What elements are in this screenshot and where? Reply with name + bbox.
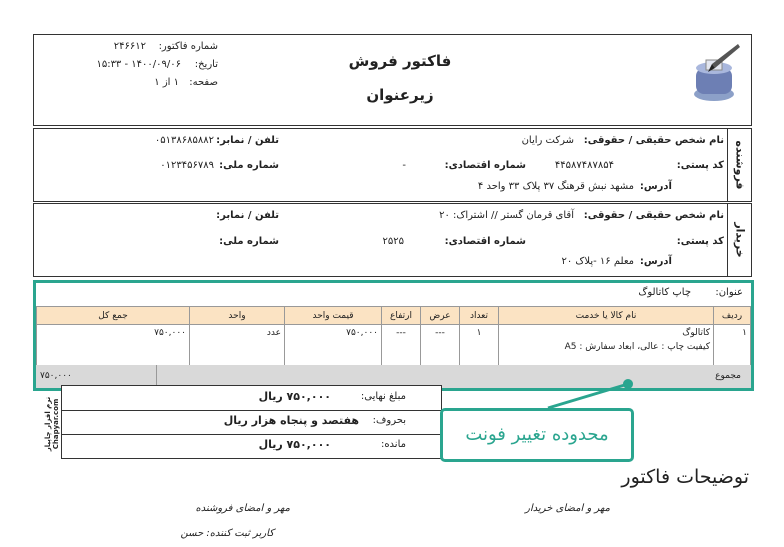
buyer-eco: ۲۵۲۵ [382, 236, 404, 247]
items-section [33, 280, 754, 391]
issuer-label: کاربر ثبت کننده: حسن [180, 528, 274, 539]
col-unit: واحد [190, 307, 285, 325]
col-item-name: نام کالا یا خدمت [499, 307, 714, 325]
row-total: ۷۵۰,۰۰۰ [37, 325, 190, 373]
remaining-row [62, 434, 441, 458]
seller-side-label: فروشنده [727, 129, 751, 201]
callout-connector [528, 378, 638, 412]
buyer-national-label: شماره ملی: [219, 236, 279, 247]
seller-name-label: نام شخص حقیقی / حقوقی: [583, 135, 724, 146]
item-name: کاتالوگ [682, 328, 710, 338]
row-unit-price: ۷۵۰,۰۰۰ [285, 325, 382, 373]
watermark-line1: نرم افزار چاپیار [44, 396, 52, 452]
amount-words-row [62, 410, 441, 435]
seller-signature-label: مهر و امضای فروشنده [195, 503, 290, 514]
invoice-number: ۲۴۶۶۱۲ [113, 41, 146, 52]
watermark-line2: Chapyar.com [52, 398, 60, 450]
items-header-row [37, 307, 751, 325]
seller-address-label: آدرس: [639, 181, 672, 192]
invoice-date: ۱۴۰۰/۰۹/۰۶ - ۱۵:۳۳ [96, 59, 181, 70]
chapyar-watermark [38, 392, 58, 456]
col-width: عرض [421, 307, 460, 325]
buyer-postal-label: کد پستی: [676, 236, 724, 247]
font-change-callout: محدوده تغییر فونت [440, 408, 634, 462]
row-index: ۱ [714, 325, 751, 373]
buyer-address-label: آدرس: [639, 256, 672, 267]
amount-words-label: بحروف: [372, 415, 406, 426]
remaining-amount: ۷۵۰,۰۰۰ ریال [258, 438, 331, 451]
buyer-side-label: خریدار [727, 204, 751, 276]
invoice-subtitle: زیرعنوان [366, 86, 434, 104]
invoice-title: فاکتور فروش [348, 52, 452, 70]
final-amount-label: مبلغ نهایی: [360, 391, 406, 402]
item-detail: کیفیت چاپ : عالی، ابعاد سفارش : A5 [564, 342, 710, 352]
col-unit-price: قیمت واحد [285, 307, 382, 325]
remaining-label: مانده: [380, 439, 406, 450]
order-title: چاپ کاتالوگ [638, 287, 691, 298]
ink-pen-logo-icon [690, 42, 742, 104]
totals-box [61, 385, 442, 459]
row-height: --- [382, 325, 421, 373]
seller-postal: ۴۴۵۸۷۴۸۷۸۵۴ [554, 160, 614, 171]
col-total: جمع کل [37, 307, 190, 325]
invoice-number-label: شماره فاکتور: [158, 41, 218, 52]
buyer-eco-label: شماره اقتصادی: [444, 236, 526, 247]
sum-value: ۷۵۰,۰۰۰ [40, 371, 72, 381]
col-index: ردیف [714, 307, 751, 325]
final-amount-row [62, 386, 441, 411]
invoice-notes-title: توضیحات فاکتور [621, 466, 749, 488]
seller-eco: - [402, 160, 406, 171]
seller-address: مشهد نبش قرهنگ ۳۷ پلاک ۳۳ واحد ۴ [477, 181, 634, 192]
row-width: --- [421, 325, 460, 373]
items-table [36, 306, 751, 373]
buyer-phone-label: تلفن / نمابر: [216, 210, 279, 221]
row-qty: ۱ [460, 325, 499, 373]
seller-eco-label: شماره اقتصادی: [444, 160, 526, 171]
col-qty: تعداد [460, 307, 499, 325]
col-height: ارتفاع [382, 307, 421, 325]
amount-words: هفتصد و پنجاه هزار ریال [223, 414, 359, 427]
page-number: ۱ از ۱ [154, 77, 179, 88]
seller-postal-label: کد پستی: [676, 160, 724, 171]
buyer-signature-label: مهر و امضای خریدار [525, 503, 610, 514]
date-label: تاریخ: [194, 59, 218, 70]
seller-phone-label: تلفن / نمابر: [216, 135, 279, 146]
row-unit: عدد [190, 325, 285, 373]
seller-name: شرکت رایان [521, 135, 574, 146]
seller-phone: ۰۵۱۳۸۶۸۵۸۸۲ [154, 135, 214, 146]
buyer-name-label: نام شخص حقیقی / حقوقی: [583, 210, 724, 221]
buyer-name: آقای قرمان گستر // اشتراک: ۲۰ [439, 210, 574, 221]
buyer-address: معلم ۱۶ -پلاک ۲۰ [561, 256, 634, 267]
seller-national-label: شماره ملی: [219, 160, 279, 171]
order-title-label: عنوان: [715, 287, 743, 298]
page-label: صفحه: [189, 77, 218, 88]
sum-label: مجموع [715, 371, 741, 381]
seller-national-id: ۰۱۲۳۴۵۶۷۸۹ [160, 160, 214, 171]
final-amount: ۷۵۰,۰۰۰ ریال [258, 390, 331, 403]
